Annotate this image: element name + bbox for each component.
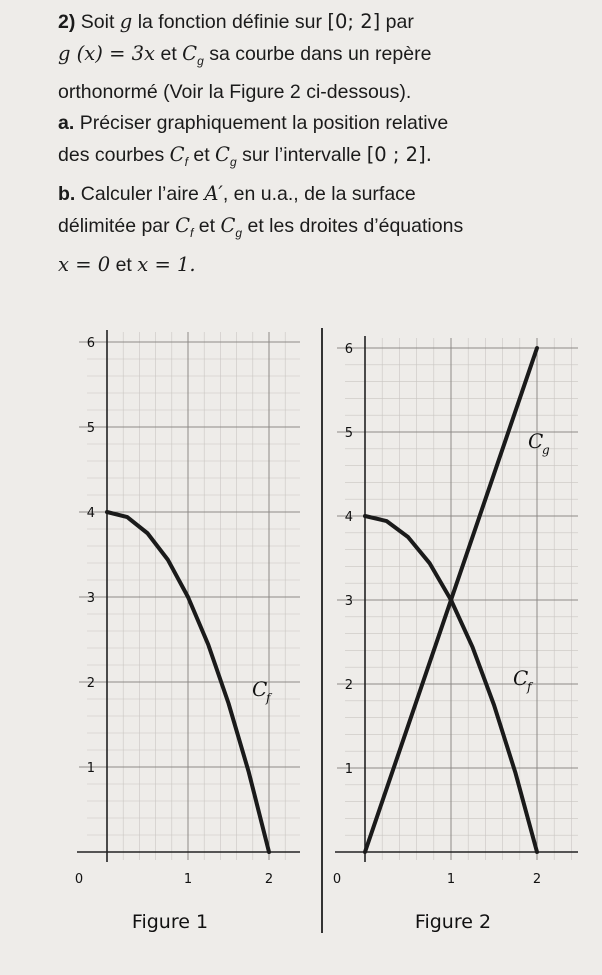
- curve-label-f: C: [513, 666, 529, 690]
- text: et: [198, 214, 216, 237]
- part-b-line-3: [58, 249, 588, 281]
- y-tick-label: 3: [86, 591, 95, 606]
- curve-label-f: C: [252, 677, 268, 701]
- math-C: C: [220, 213, 236, 237]
- major-grid: [337, 338, 578, 860]
- figure-caption: Figure 2: [414, 911, 492, 933]
- minor-grid: [87, 332, 300, 860]
- y-tick-label: 1: [86, 761, 95, 776]
- y-tick-label: 6: [86, 336, 95, 351]
- y-tick-label: 1: [344, 762, 353, 777]
- minor-grid: [345, 338, 578, 860]
- x-tick-label: 2: [532, 872, 542, 887]
- y-tick-label: 4: [344, 510, 353, 525]
- text: et: [115, 253, 132, 276]
- y-tick-label: 2: [344, 678, 353, 693]
- math-subscript: g: [235, 225, 243, 240]
- exercise-line-1: [58, 6, 588, 38]
- y-tick-label: 2: [86, 676, 95, 691]
- text: Préciser graphiquement la position relative: [79, 111, 449, 134]
- text: et les droites d’équations: [247, 214, 464, 237]
- x-tick-label: 0: [74, 872, 84, 887]
- text: par: [385, 11, 414, 33]
- text: , en u.a., de la surface: [222, 182, 416, 205]
- math-subscript: f: [189, 225, 194, 240]
- figure-1: [40, 320, 305, 940]
- math-interval: [0; 2]: [327, 10, 381, 33]
- y-tick-label: 4: [86, 506, 95, 521]
- y-tick-label: 5: [86, 421, 95, 436]
- x-tick-label: 2: [264, 872, 274, 887]
- math-C: C: [182, 42, 198, 65]
- text: Soit: [80, 11, 115, 33]
- exercise-text: [58, 6, 588, 281]
- x-tick-label: 1: [183, 872, 193, 887]
- x-tick-label: 1: [446, 872, 456, 887]
- part-b-label: b.: [58, 182, 76, 205]
- exercise-line-2: [58, 38, 588, 77]
- curve-label-g: C: [528, 429, 544, 453]
- y-tick-label: 3: [344, 594, 353, 609]
- part-a-line-2: [58, 139, 588, 178]
- text: et: [193, 143, 210, 166]
- text: sa courbe dans un repère: [209, 43, 432, 65]
- math-C: C: [169, 142, 185, 166]
- part-a-line-1: [58, 108, 588, 139]
- text: la fonction définie sur: [137, 11, 322, 33]
- y-tick-label: 6: [344, 342, 353, 357]
- math-x0: x = 0: [58, 252, 111, 276]
- text: délimitée par: [58, 214, 170, 237]
- part-a-label: a.: [58, 111, 75, 134]
- math-x1: x = 1.: [137, 252, 196, 276]
- curve-label-sub-f: f: [266, 691, 271, 705]
- part-b-line-2: [58, 210, 588, 249]
- math-subscript: g: [229, 154, 237, 169]
- math-A: A′: [204, 181, 223, 205]
- exercise-line-3: orthonormé (Voir la Figure 2 ci-dessous).: [58, 80, 412, 103]
- math-C: C: [175, 213, 190, 237]
- text: Calculer l’aire: [80, 182, 199, 205]
- math-subscript: f: [184, 154, 188, 169]
- math-subscript: g: [197, 53, 204, 68]
- text: sur l’intervalle: [242, 143, 362, 166]
- math-interval: [0 ; 2].: [366, 142, 432, 166]
- part-b-line-1: [58, 178, 588, 210]
- figure-caption: Figure 1: [131, 911, 209, 933]
- math-C: C: [215, 142, 230, 166]
- math-g: g: [119, 10, 133, 33]
- y-tick-label: 5: [344, 426, 353, 441]
- text: des courbes: [58, 143, 165, 166]
- x-tick-label: 0: [332, 872, 342, 887]
- text: et: [160, 43, 177, 65]
- figure-2: [323, 320, 583, 940]
- exercise-number: 2): [58, 11, 76, 33]
- math-g-definition: g (x) = 3x: [58, 42, 156, 65]
- curve-label-sub-f: f: [527, 680, 532, 694]
- curve-label-sub-g: g: [542, 443, 550, 457]
